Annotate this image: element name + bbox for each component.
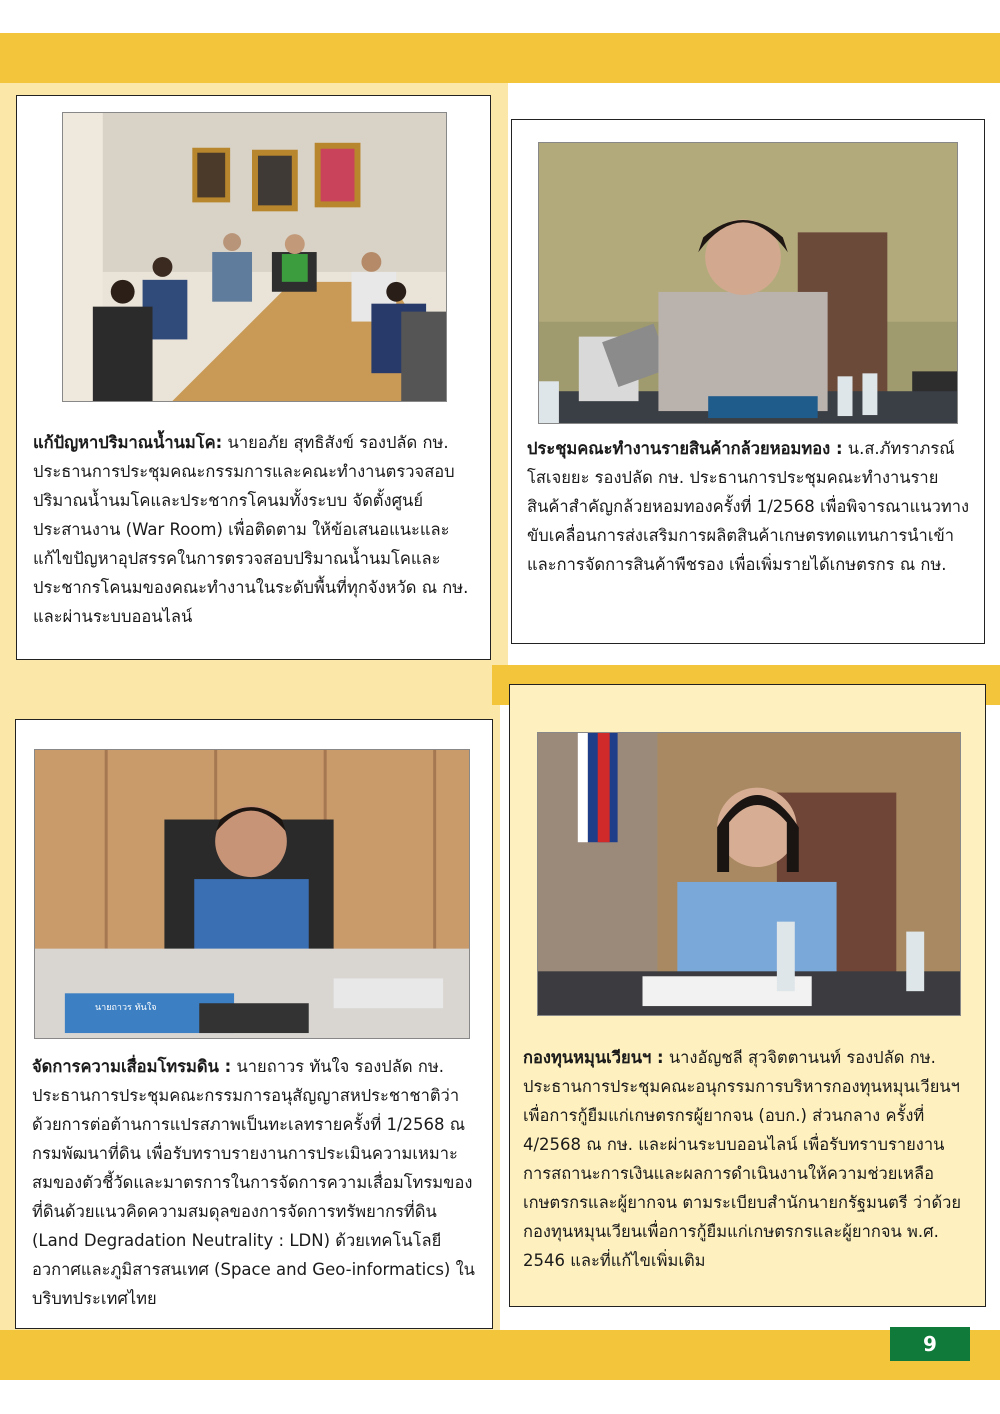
article-body: นายอภัย สุทธิสังข์ รองปลัด กษ. ประธานการประชุมคณะกรรมการและคณะทำงานตรวจสอบปริมาณน้ำนมโคและประชากรโคนมทั้งระบบ จัดตั้งศูนย์ประสานงาน (War Room) เพื่อติดตาม ให้ข้อเสนอแนะและแก้ไขปัญหาอุปสรรคในการตรวจสอบปริมาณน้ำนมโคและประชากรโคนมของคณะทำงานในระดับพื้นที่ทุกจังหวัด ณ กษ. และผ่านระบบออนไลน์ [33, 433, 469, 626]
bottom-banner-bar [0, 1330, 1000, 1380]
photo-land-meeting [34, 749, 470, 1039]
article-headline: แก้ปัญหาปริมาณน้ำนมโค: [33, 433, 223, 452]
article-body: นางอัญชลี สุวจิตตานนท์ รองปลัด กษ. ประธานการประชุมคณะอนุกรรมการบริหารกองทุนหมุนเวียนฯ เพื่อการกู้ยืมแก่เกษตรกรผู้ยากจน (อบก.) ส่วนกลาง ครั้งที่ 4/2568 ณ กษ. และผ่านระบบออนไลน์ เพื่อรับทราบรายงานการสถานะการเงินและผลการดำเนินงานให้ความช่วยเหลือเกษตรกรและผู้ยากจน ตามระเบียบสำนักนายกรัฐมนตรี ว่าด้วยกองทุนหมุนเวียนเพื่อการกู้ยืมแก่เกษตรกรและผู้ยากจน พ.ศ. 2546 และที่แก้ไขเพิ่มเติม [523, 1048, 962, 1270]
article-text-fund [523, 1043, 972, 1275]
photo-milk-meeting [62, 112, 447, 402]
article-headline: กองทุนหมุนเวียนฯ : [523, 1048, 664, 1067]
article-text-milk [33, 428, 476, 631]
article-body: นายถาวร ทันใจ รองปลัด กษ. ประธานการประชุมคณะกรรมการอนุสัญญาสหประชาชาติว่าด้วยการต่อต้านการแปรสภาพเป็นทะเลทรายครั้งที่ 1/2568 ณ กรมพัฒนาที่ดิน เพื่อรับทราบรายงานการประเมินความเหมาะสมของตัวชี้วัดและมาตรการในการจัดการความเสื่อมโทรมของที่ดินด้วยแนวคิดความสมดุลของการจัดการทรัพยากรที่ดิน (Land Degradation Neutrality : LDN) ด้วยเทคโนโลยีอวกาศและภูมิสารสนเทศ (Space and Geo-informatics) ในบริบทประเทศไทย [32, 1057, 475, 1308]
article-headline: ประชุมคณะทำงานรายสินค้ากล้วยหอมทอง : [527, 439, 843, 458]
photo-banana-meeting [538, 142, 958, 424]
photo-fund-meeting [537, 732, 961, 1016]
page-number: 9 [890, 1327, 970, 1361]
top-banner-bar [0, 33, 1000, 83]
nameplate-label: นายถาวร ทันใจ [95, 1003, 157, 1013]
article-headline: จัดการความเสื่อมโทรมดิน : [32, 1057, 232, 1076]
article-text-banana [527, 434, 974, 579]
article-text-land [32, 1052, 478, 1313]
article-body: น.ส.ภัทราภรณ์ โสเจยยะ รองปลัด กษ. ประธานการประชุมคณะทำงานรายสินค้าสำคัญกล้วยหอมทองครั้งที่ 1/2568 เพื่อพิจารณาแนวทางขับเคลื่อนการส่งเสริมการผลิตสินค้าเกษตรทดแทนการนำเข้าและการจัดการสินค้าพืชรอง เพื่อเพิ่มรายได้เกษตรกร ณ กษ. [527, 439, 970, 574]
